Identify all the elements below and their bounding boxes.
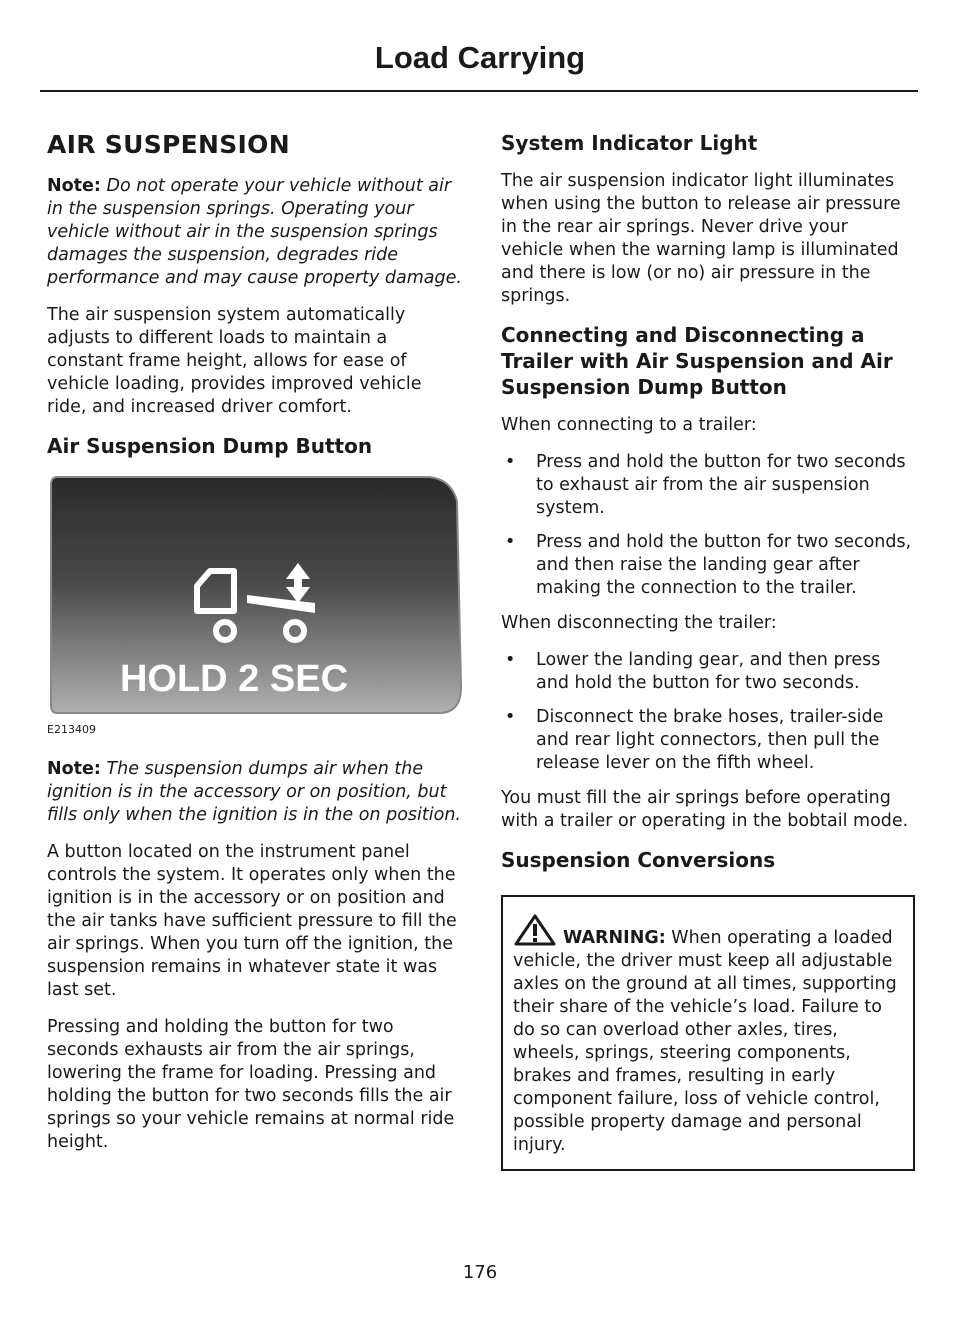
note-suspension-air <box>47 175 463 290</box>
note-label: Note: <box>47 759 101 779</box>
list-item: • Lower the landing gear, and then press and hold the button for two seconds. <box>501 649 915 695</box>
note-label: Note: <box>47 176 101 196</box>
disconnect-intro: When disconnecting the trailer: <box>501 613 777 633</box>
warning-triangle-icon <box>513 913 557 947</box>
button-location-paragraph: A button located on the instrument panel controls the system. It operates only when the ignition is in the accessory or on position and the air tanks have sufficient pressure to fill the air springs. When you turn off the ignition, the suspension remains in whatever state it was last set. <box>47 842 457 1000</box>
list-item: • Press and hold the button for two seconds, and then raise the landing gear after making the connection to the trailer. <box>501 531 915 600</box>
note-text: Do not operate your vehicle without air in the suspension springs. Operating your vehicle without air in the suspension springs damages the suspension, degrades ride performance and may cause property damage. <box>47 176 462 288</box>
note-text: The suspension dumps air when the ignition is in the accessory or on position, but fills only when the ignition is in the on position. <box>47 759 461 825</box>
conversions-heading: Suspension Conversions <box>501 848 776 872</box>
intro-paragraph: The air suspension system automatically adjusts to different loads to maintain a constant frame height, allows for ease of vehicle loading, provides improved vehicle ride, and increased driver comfort. <box>47 305 422 417</box>
button-operation-paragraph: Pressing and holding the button for two seconds exhausts air from the air springs, lowering the frame for loading. Pressing and holding the button for two seconds fills the air springs so your vehicle remains at normal ride height. <box>47 1017 455 1152</box>
warning-label: WARNING: <box>563 928 666 948</box>
warning-box <box>501 895 915 1171</box>
indicator-light-heading: System Indicator Light <box>501 131 758 155</box>
note-ignition <box>47 758 463 827</box>
button-legend: HOLD 2 SEC <box>119 658 349 700</box>
indicator-light-paragraph: The air suspension indicator light illuminates when using the button to release air pressure in the rear air springs. Never drive your vehicle when the warning lamp is illuminated and there is low (or no) air pressure in the springs. <box>501 171 901 306</box>
list-item: • Disconnect the brake hoses, trailer-side and rear light connectors, then pull the release lever on the fifth wheel. <box>501 706 915 775</box>
figure-label: E213409 <box>47 723 96 736</box>
page-number: 176 <box>462 1262 498 1283</box>
dump-button-heading: Air Suspension Dump Button <box>47 434 373 458</box>
page-title: Load Carrying <box>374 40 586 75</box>
dump-button-illustration <box>47 473 463 717</box>
trailer-heading: Connecting and Disconnecting a Trailer with Air Suspension and Air Suspension Dump Button <box>501 323 893 399</box>
connect-list <box>501 451 915 600</box>
fill-springs-paragraph: You must fill the air springs before operating with a trailer or operating in the bobtail mode. <box>501 788 909 831</box>
right-column <box>501 130 915 1171</box>
list-item: • Press and hold the button for two seconds to exhaust air from the air suspension system. <box>501 451 915 520</box>
header-divider <box>40 90 918 92</box>
section-title: AIR SUSPENSION <box>47 130 290 159</box>
left-column <box>47 130 463 1168</box>
disconnect-list <box>501 649 915 775</box>
warning-text: When operating a loaded vehicle, the driver must keep all adjustable axles on the ground at all times, supporting their share of the vehicle’s load. Failure to do so can overload other axles, tires, wheels, springs, steering components, brakes and frames, resulting in early component failure, loss of vehicle control, possible property damage and personal injury. <box>513 928 897 1155</box>
connect-intro: When connecting to a trailer: <box>501 415 757 435</box>
